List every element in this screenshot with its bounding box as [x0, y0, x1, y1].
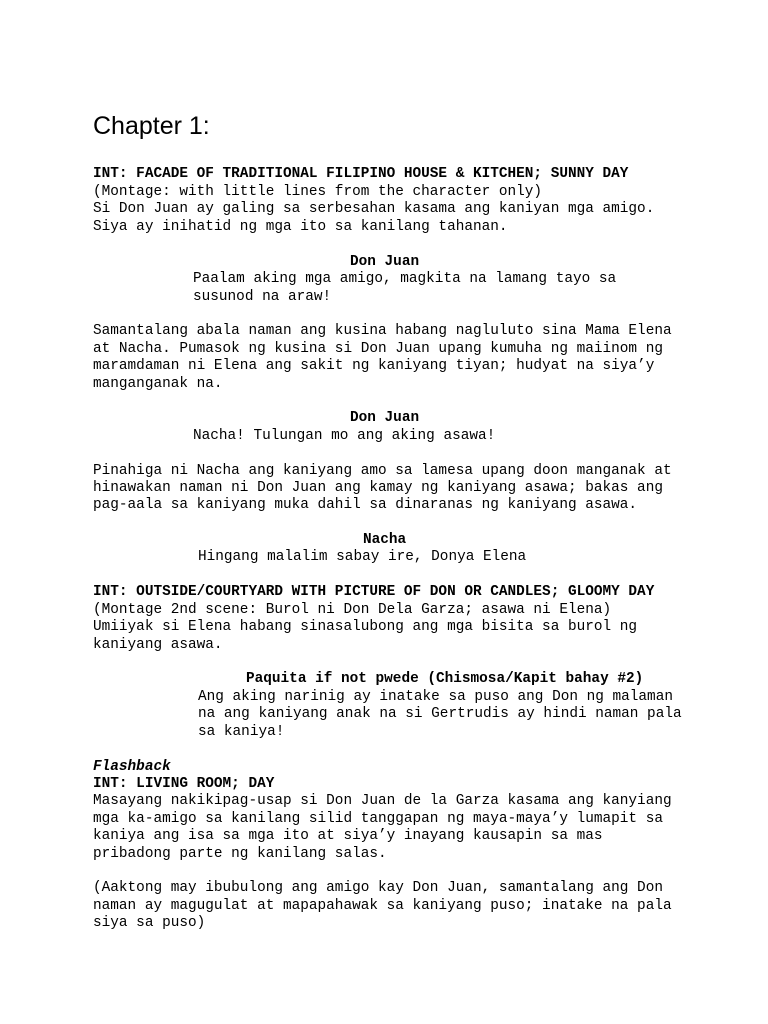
action-line: manganganak na. [93, 376, 223, 392]
dialogue-line: na ang kaniyang anak na si Gertrudis ay hindi naman pala [198, 706, 682, 722]
dialogue-line: susunod na araw! [193, 289, 332, 305]
character-name: Paquita if not pwede (Chismosa/Kapit bahay #2) [246, 671, 644, 687]
action-line: Pinahiga ni Nacha ang kaniyang amo sa lamesa upang doon manganak at [93, 463, 672, 479]
action-line: Umiiyak si Elena habang sinasalubong ang mga bisita sa burol ng [93, 619, 638, 635]
scene-heading: INT: LIVING ROOM; DAY [93, 776, 275, 792]
character-name: Don Juan [350, 254, 420, 270]
action-line: mga ka-amigo sa kanilang silid tanggapan ng maya-maya’y lumapit sa [93, 811, 663, 827]
dialogue-line: Hingang malalim sabay ire, Donya Elena [198, 549, 527, 565]
character-name: Nacha [363, 532, 407, 548]
action-line: (Montage 2nd scene: Burol ni Don Dela Garza; asawa ni Elena) [93, 602, 612, 618]
action-line: at Nacha. Pumasok ng kusina si Don Juan upang kumuha ng maiinom ng [93, 341, 663, 357]
character-name: Don Juan [350, 410, 420, 426]
action-line: naman ay magugulat at mapapahawak sa kaniyang puso; inatake na pala [93, 898, 672, 914]
chapter-title: Chapter 1: [93, 112, 210, 140]
dialogue-line: Ang aking narinig ay inatake sa puso ang Don ng malaman [198, 689, 673, 705]
action-line: (Montage: with little lines from the character only) [93, 184, 543, 200]
action-line: siya sa puso) [93, 915, 206, 931]
action-line: (Aaktong may ibubulong ang amigo kay Don Juan, samantalang ang Don [93, 880, 663, 896]
action-line: Masayang nakikipag-usap si Don Juan de la Garza kasama ang kanyiang [93, 793, 672, 809]
flashback-label: Flashback [93, 759, 171, 775]
dialogue-line: Nacha! Tulungan mo ang aking asawa! [193, 428, 496, 444]
scene-heading: INT: OUTSIDE/COURTYARD WITH PICTURE OF DON OR CANDLES; GLOOMY DAY [93, 584, 655, 600]
dialogue-line: Paalam aking mga amigo, magkita na lamang tayo sa [193, 271, 617, 287]
action-line: Samantalang abala naman ang kusina habang nagluluto sina Mama Elena [93, 323, 672, 339]
action-line: hinawakan naman ni Don Juan ang kamay ng kaniyang asawa; bakas ang [93, 480, 663, 496]
action-line: Siya ay inihatid ng mga ito sa kanilang tahanan. [93, 219, 508, 235]
action-line: pribadong parte ng kanilang salas. [93, 846, 387, 862]
scene-heading: INT: FACADE OF TRADITIONAL FILIPINO HOUSE & KITCHEN; SUNNY DAY [93, 166, 629, 182]
action-line: Si Don Juan ay galing sa serbesahan kasama ang kaniyan mga amigo. [93, 201, 655, 217]
action-line: kaniyang asawa. [93, 637, 223, 653]
action-line: pag-aala sa kaniyang muka dahil sa dinaranas ng kaniyang asawa. [93, 497, 638, 513]
dialogue-line: sa kaniya! [198, 724, 285, 740]
action-line: maramdaman ni Elena ang sakit ng kaniyang tiyan; hudyat na siya’y [93, 358, 655, 374]
action-line: kaniya ang isa sa mga ito at siya’y inayang kausapin sa mas [93, 828, 603, 844]
